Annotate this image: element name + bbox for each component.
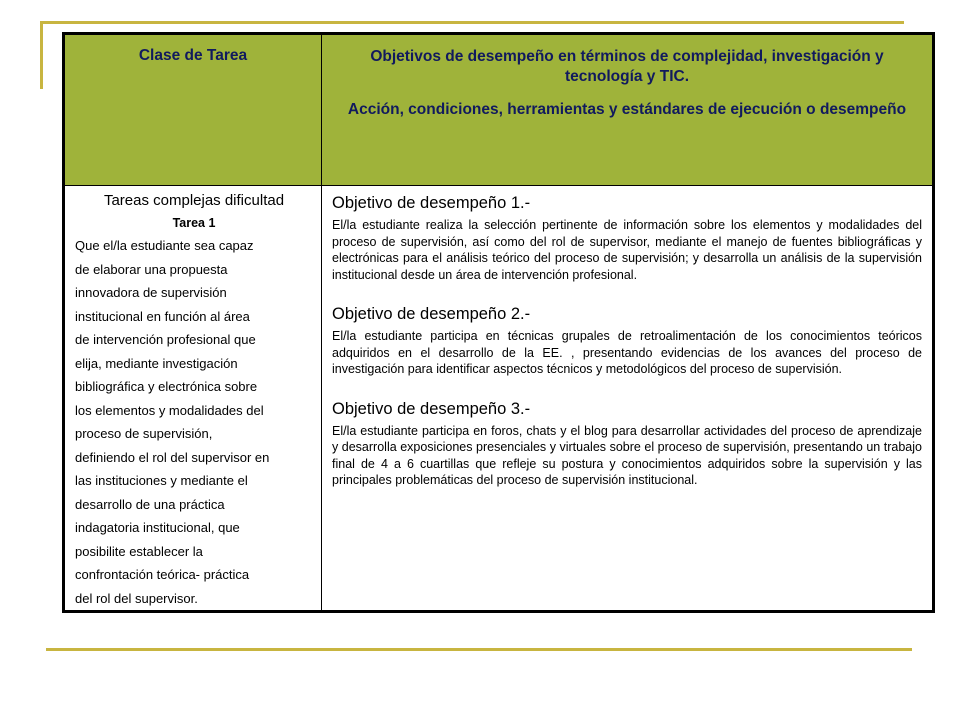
- top-decorative-line: [40, 21, 904, 24]
- task-description-line: confrontación teórica- práctica: [75, 567, 250, 582]
- objective-title: Objetivo de desempeño 2.-: [332, 305, 531, 323]
- task-description-line: las instituciones y mediante el: [75, 473, 248, 488]
- task-description-line: de elaborar una propuesta: [75, 261, 228, 277]
- task-description-line: desarrollo de una práctica: [75, 496, 225, 512]
- bottom-decorative-line: [46, 648, 912, 651]
- task-description-line: del rol del supervisor.: [75, 590, 198, 606]
- task-complexity-label: Tareas complejas dificultad: [103, 192, 285, 209]
- header-cell-task-class: [64, 34, 322, 186]
- task-class-cell: [64, 186, 322, 612]
- task-description-line: definiendo el rol del supervisor en: [75, 449, 270, 465]
- task-objectives-table: [62, 32, 935, 613]
- task-description: [75, 234, 313, 610]
- task-description-line: bibliográfica y electrónica sobre: [75, 379, 258, 394]
- objectives-cell: [322, 186, 934, 612]
- table-body-row: [64, 186, 934, 612]
- objective-title: Objetivo de desempeño 3.-: [332, 399, 531, 418]
- task-description-line: de intervención profesional que: [75, 332, 256, 347]
- header-objectives-subtitle: Acción, condiciones, herramientas y estándares de ejecución o desempeño: [347, 101, 907, 118]
- table-header-row: [64, 34, 934, 186]
- objective-1: [332, 194, 922, 283]
- objective-text: El/la estudiante realiza la selección pertinente de información sobre los elementos y modalidades del proceso de supervisión, así como del rol de supervisor, mediante el manejo de fuentes bibliográficas y electrónicas para el análisis teórico del proceso de supervisión; y desarrolla un análisis de la supervisión institucional desde un área de intervención profesional.: [332, 218, 922, 282]
- left-decorative-line: [40, 21, 43, 89]
- task-description-line: posibilite establecer la: [75, 543, 203, 559]
- task-title: Tarea 1: [172, 216, 216, 230]
- task-description-line: institucional en función al área: [75, 308, 250, 324]
- task-description-line: indagatoria institucional, que: [75, 520, 240, 535]
- objective-3: [332, 400, 922, 489]
- header-task-class: Clase de Tarea: [138, 47, 248, 64]
- task-description-line: Que el/la estudiante sea capaz: [75, 238, 254, 253]
- task-description-line: innovadora de supervisión: [75, 285, 227, 300]
- objective-text: El/la estudiante participa en foros, chats y el blog para desarrollar actividades del proceso de aprendizaje y desarrolla exposiciones presenciales y virtuales sobre el proceso de supervisión, presentando un trabajo final de 4 a 6 cuartillas que refleje su postura y conocimientos adquiridos sobre la supervisión y las principales problemáticas del proceso de supervisión institucional.: [332, 423, 922, 487]
- header-cell-objectives: [322, 34, 934, 186]
- task-description-line: los elementos y modalidades del: [75, 402, 264, 418]
- task-description-line: elija, mediante investigación: [75, 355, 238, 371]
- task-description-line: proceso de supervisión,: [75, 426, 213, 441]
- objective-text: El/la estudiante participa en técnicas grupales de retroalimentación de los conocimientos teóricos adquiridos en el desarrollo de la EE. , presentando evidencias de los avances del proceso de investigación para identificar aspectos técnicos y metodológicos del proceso de supervisión.: [332, 329, 922, 376]
- objective-2: [332, 305, 922, 378]
- header-objectives-title: Objetivos de desempeño en términos de complejidad, investigación y tecnología y TIC.: [370, 48, 884, 85]
- objective-title: Objetivo de desempeño 1.-: [332, 194, 531, 212]
